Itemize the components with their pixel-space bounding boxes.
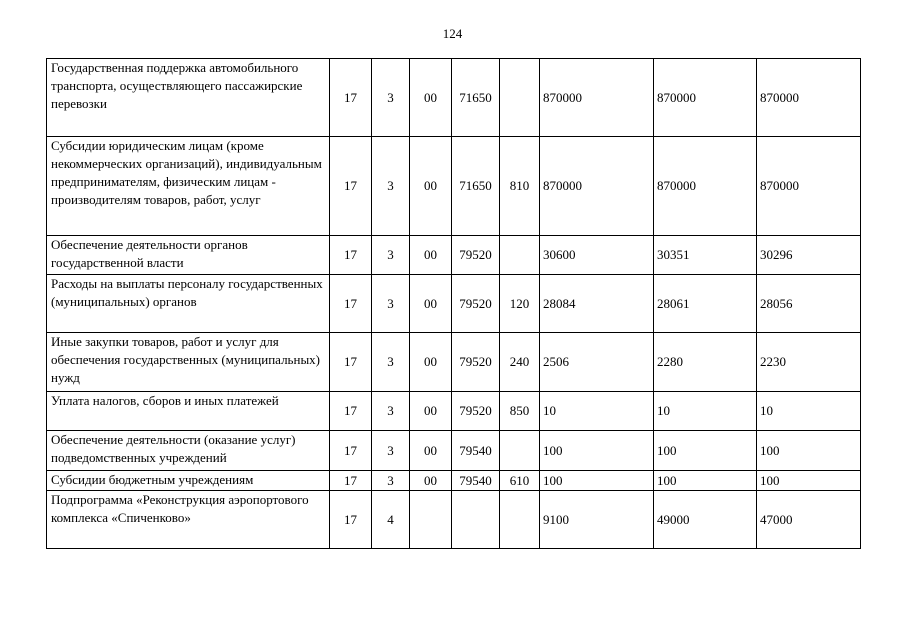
cell-code-4: [452, 491, 500, 549]
table-row: [47, 392, 861, 431]
cell-code-4: 71650: [452, 137, 500, 236]
cell-code-2: 3: [372, 333, 410, 392]
cell-code-2: 3: [372, 59, 410, 137]
table-row: [47, 275, 861, 333]
row-name: Субсидии юридическим лицам (кроме некоммерческих организаций), индивидуальным предпринимателям, физическим лицам - производителям товаров, работ, услуг: [47, 137, 330, 236]
row-name: Обеспечение деятельности (оказание услуг) подведомственных учреждений: [47, 431, 330, 471]
cell-value-2: 30351: [654, 236, 757, 275]
cell-code-4: 79540: [452, 431, 500, 471]
cell-value-2: 2280: [654, 333, 757, 392]
cell-value-3: 2230: [757, 333, 861, 392]
cell-value-3: 28056: [757, 275, 861, 333]
cell-code-4: 79520: [452, 236, 500, 275]
cell-code-5: [500, 236, 540, 275]
cell-code-1: 17: [330, 471, 372, 491]
cell-code-4: 79520: [452, 392, 500, 431]
cell-code-2: 3: [372, 471, 410, 491]
cell-code-4: 79540: [452, 471, 500, 491]
cell-code-5: 810: [500, 137, 540, 236]
cell-value-3: 870000: [757, 137, 861, 236]
cell-value-2: 870000: [654, 59, 757, 137]
table-row: [47, 431, 861, 471]
table-row: [47, 491, 861, 549]
cell-code-3: 00: [410, 333, 452, 392]
cell-value-3: 100: [757, 471, 861, 491]
cell-code-4: 79520: [452, 275, 500, 333]
cell-code-2: 3: [372, 137, 410, 236]
cell-code-3: 00: [410, 431, 452, 471]
table-row: [47, 333, 861, 392]
cell-value-1: 28084: [540, 275, 654, 333]
cell-value-1: 30600: [540, 236, 654, 275]
cell-code-3: 00: [410, 236, 452, 275]
cell-value-3: 10: [757, 392, 861, 431]
cell-value-2: 870000: [654, 137, 757, 236]
cell-code-5: 850: [500, 392, 540, 431]
cell-code-3: 00: [410, 275, 452, 333]
cell-value-2: 100: [654, 471, 757, 491]
cell-code-4: 71650: [452, 59, 500, 137]
cell-value-2: 100: [654, 431, 757, 471]
cell-code-2: 4: [372, 491, 410, 549]
table-row: [47, 236, 861, 275]
row-name: Подпрограмма «Реконструкция аэропортового комплекса «Спиченково»: [47, 491, 330, 549]
cell-value-1: 9100: [540, 491, 654, 549]
cell-value-3: 30296: [757, 236, 861, 275]
cell-code-5: [500, 491, 540, 549]
cell-code-5: [500, 59, 540, 137]
cell-code-2: 3: [372, 392, 410, 431]
table-row: [47, 59, 861, 137]
row-name: Обеспечение деятельности органов государственной власти: [47, 236, 330, 275]
cell-value-1: 2506: [540, 333, 654, 392]
cell-code-2: 3: [372, 236, 410, 275]
cell-code-3: 00: [410, 471, 452, 491]
cell-value-1: 100: [540, 431, 654, 471]
cell-code-4: 79520: [452, 333, 500, 392]
cell-value-2: 49000: [654, 491, 757, 549]
cell-value-1: 100: [540, 471, 654, 491]
cell-code-5: [500, 431, 540, 471]
cell-code-5: 610: [500, 471, 540, 491]
table-row: [47, 137, 861, 236]
cell-code-2: 3: [372, 275, 410, 333]
cell-value-1: 870000: [540, 59, 654, 137]
cell-code-1: 17: [330, 137, 372, 236]
cell-code-3: [410, 491, 452, 549]
cell-code-1: 17: [330, 491, 372, 549]
page-number: 124: [442, 26, 463, 41]
cell-value-3: 870000: [757, 59, 861, 137]
cell-code-3: 00: [410, 59, 452, 137]
cell-code-1: 17: [330, 59, 372, 137]
cell-code-3: 00: [410, 392, 452, 431]
row-name: Расходы на выплаты персоналу государственных (муниципальных) органов: [47, 275, 330, 333]
cell-value-3: 100: [757, 431, 861, 471]
cell-value-1: 10: [540, 392, 654, 431]
row-name: Государственная поддержка автомобильного транспорта, осуществляющего пассажирские перевозки: [47, 59, 330, 137]
cell-value-3: 47000: [757, 491, 861, 549]
table-row: [47, 471, 861, 491]
cell-code-1: 17: [330, 392, 372, 431]
cell-code-1: 17: [330, 333, 372, 392]
cell-code-5: 240: [500, 333, 540, 392]
cell-code-1: 17: [330, 431, 372, 471]
cell-code-5: 120: [500, 275, 540, 333]
row-name: Субсидии бюджетным учреждениям: [47, 471, 330, 491]
row-name: Уплата налогов, сборов и иных платежей: [47, 392, 330, 431]
cell-code-1: 17: [330, 275, 372, 333]
cell-code-1: 17: [330, 236, 372, 275]
cell-value-2: 28061: [654, 275, 757, 333]
cell-code-2: 3: [372, 431, 410, 471]
budget-table: [46, 58, 861, 549]
cell-value-2: 10: [654, 392, 757, 431]
cell-value-1: 870000: [540, 137, 654, 236]
row-name: Иные закупки товаров, работ и услуг для обеспечения государственных (муниципальных) нужд: [47, 333, 330, 392]
cell-code-3: 00: [410, 137, 452, 236]
